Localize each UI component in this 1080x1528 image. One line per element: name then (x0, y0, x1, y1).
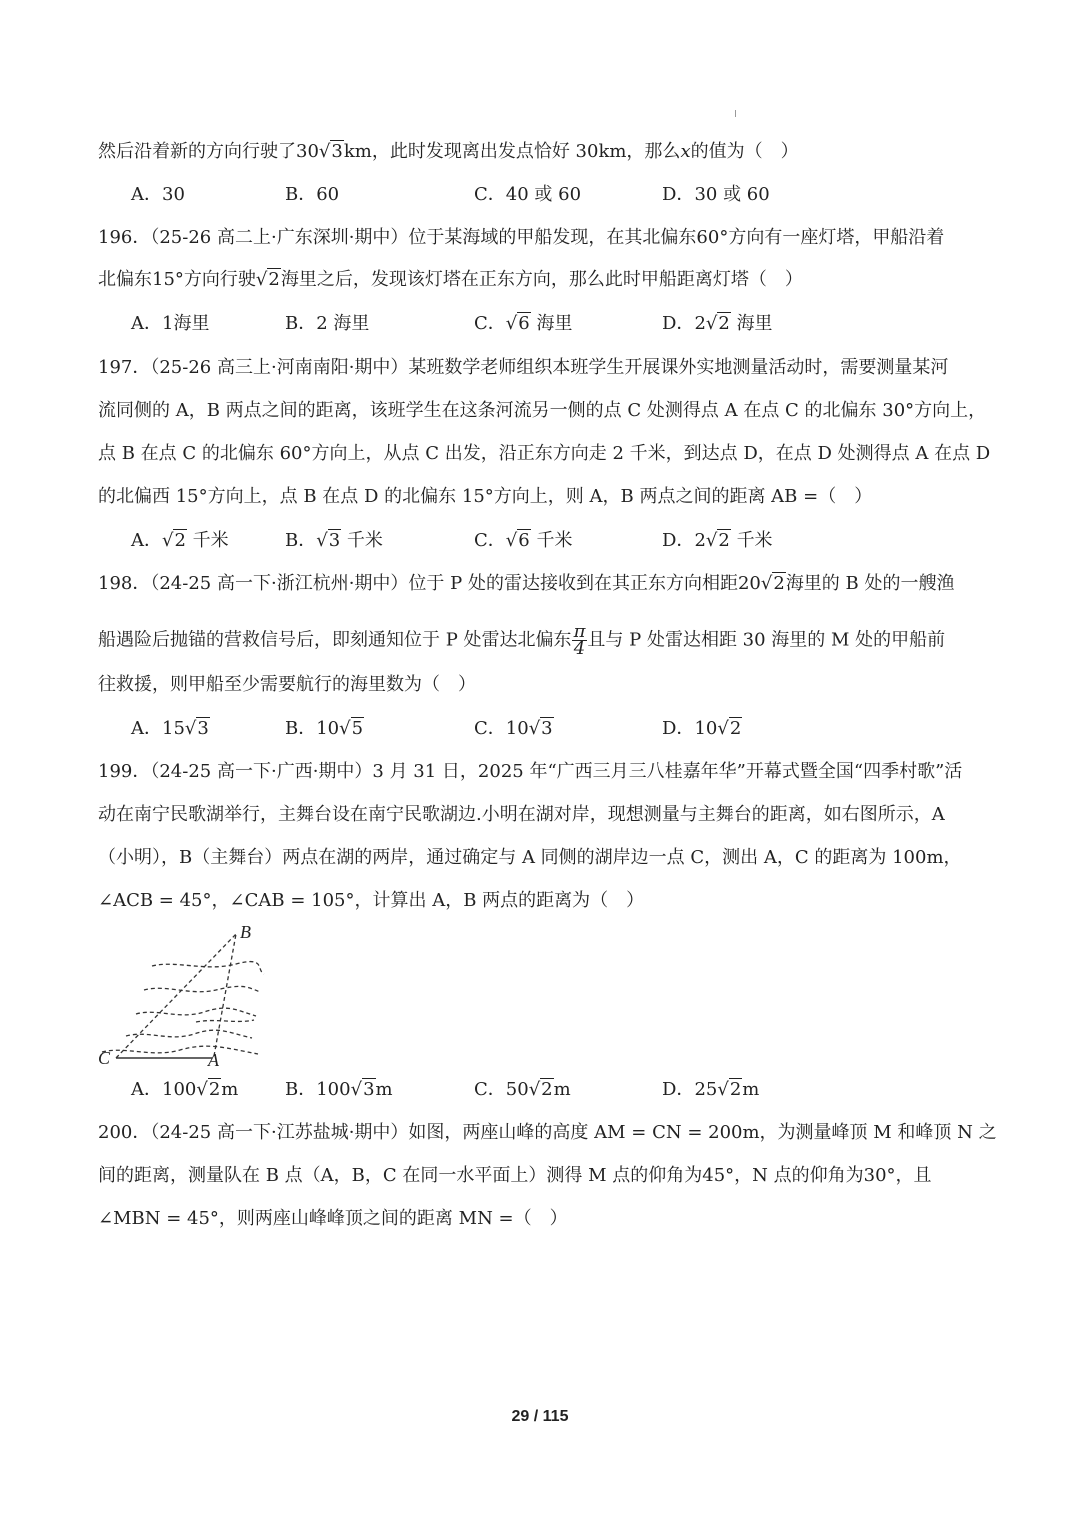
q196-option-a: A．1海里 (131, 313, 210, 334)
q196-line2: 北偏东15°方向行驶√2海里之后，发现该灯塔在正东方向，那么此时甲船距离灯塔（ ） (98, 269, 803, 290)
q197-line1: 197．（25-26 高三上·河南南阳·期中）某班数学老师组织本班学生开展课外实地测量活动时，需要测量某河 (98, 357, 949, 378)
page-number: 29 / 115 (511, 1408, 569, 1425)
q200-line2: 间的距离，测量队在 B 点（A，B，C 在同一水平面上）测得 M 点的仰角为45°，N 点的仰角为30°，且 (98, 1165, 932, 1186)
fraction-pi-over-4: $\frac{\pi}{4}$ (573, 621, 586, 659)
q197-line3: 点 B 在点 C 的北偏东 60°方向上，从点 C 出发，沿正东方向走 2 千米，到达点 D，在点 D 处测得点 A 在点 D (98, 443, 991, 464)
q199-line2: 动在南宁民歌湖举行，主舞台设在南宁民歌湖边.小明在湖对岸，现想测量与主舞台的距离，如右图所示，A (98, 804, 945, 825)
q195-line1: 然后沿着新的方向行驶了30√3km，此时发现离出发点恰好 30km，那么x的值为（ ） (98, 141, 799, 162)
q199-option-c: C．50√2m (474, 1079, 571, 1100)
q198-line1: 198．（24-25 高一下·浙江杭州·期中）位于 P 处的雷达接收到在其正东方向相距20√2海里的 B 处的一艘渔 (98, 573, 955, 594)
q198-option-b: B．10√5 (285, 718, 364, 739)
q200-line1: 200．（24-25 高一下·江苏盐城·期中）如图，两座山峰的高度 AM = CN = 200m，为测量峰顶 M 和峰顶 N 之 (98, 1122, 997, 1143)
point-a-label: A (208, 1050, 219, 1070)
q197-option-c: C．√6 千米 (474, 530, 573, 551)
q198-option-d: D．10√2 (662, 718, 742, 739)
q195-option-c: C．40 或 60 (474, 184, 582, 205)
q199-option-d: D．25√2m (662, 1079, 760, 1100)
q197-line4: 的北偏西 15°方向上，点 B 在点 D 的北偏东 15°方向上，则 A，B 两点之间的距离 AB =（ ） (98, 486, 873, 507)
q195-option-b: B．60 (285, 184, 340, 205)
q199-option-a: A．100√2m (131, 1079, 239, 1100)
page-mark (735, 110, 736, 117)
q196-option-d: D．2√2 海里 (662, 313, 773, 334)
q198-option-a: A．15√3 (131, 718, 209, 739)
q195-option-a: A．30 (131, 184, 185, 205)
q197-option-b: B．√3 千米 (285, 530, 383, 551)
point-b-label: B (240, 922, 251, 942)
q197-option-d: D．2√2 千米 (662, 530, 773, 551)
lake-diagram (96, 920, 268, 1072)
q198-option-c: C．10√3 (474, 718, 553, 739)
q198-line2: 船遇险后抛锚的营救信号后，即刻通知位于 P 处雷达北偏东 $\frac{\pi}{4}$ 且与 P 处雷达相距 30 海里的 M 处的甲船前 (98, 621, 946, 659)
q197-line2: 流同侧的 A，B 两点之间的距离，该班学生在这条河流另一侧的点 C 处测得点 A 在点 C 的北偏东 30°方向上， (98, 400, 987, 421)
q199-line4: ∠ACB = 45°，∠CAB = 105°，计算出 A，B 两点的距离为（ ） (98, 890, 645, 911)
q198-line3: 往救援，则甲船至少需要航行的海里数为（ ） (98, 674, 476, 695)
q196-line1: 196．（25-26 高二上·广东深圳·期中）位于某海域的甲船发现，在其北偏东60°方向有一座灯塔，甲船沿着 (98, 227, 945, 248)
q199-line3: （小明），B（主舞台）两点在湖的两岸，通过确定与 A 同侧的湖岸边一点 C，测出 A，C 的距离为 100m， (98, 847, 962, 868)
point-c-label: C (98, 1048, 111, 1068)
q195-option-d: D．30 或 60 (662, 184, 770, 205)
q199-line1: 199．（24-25 高一下·广西·期中）3 月 31 日，2025 年“广西三月三八桂嘉年华”开幕式暨全国“四季村歌”活 (98, 761, 963, 782)
q196-option-b: B．2 海里 (285, 313, 370, 334)
q200-line3: ∠MBN = 45°，则两座山峰峰顶之间的距离 MN =（ ） (98, 1208, 568, 1229)
q196-option-c: C．√6 海里 (474, 313, 573, 334)
q199-option-b: B．100√3m (285, 1079, 393, 1100)
q197-option-a: A．√2 千米 (131, 530, 229, 551)
